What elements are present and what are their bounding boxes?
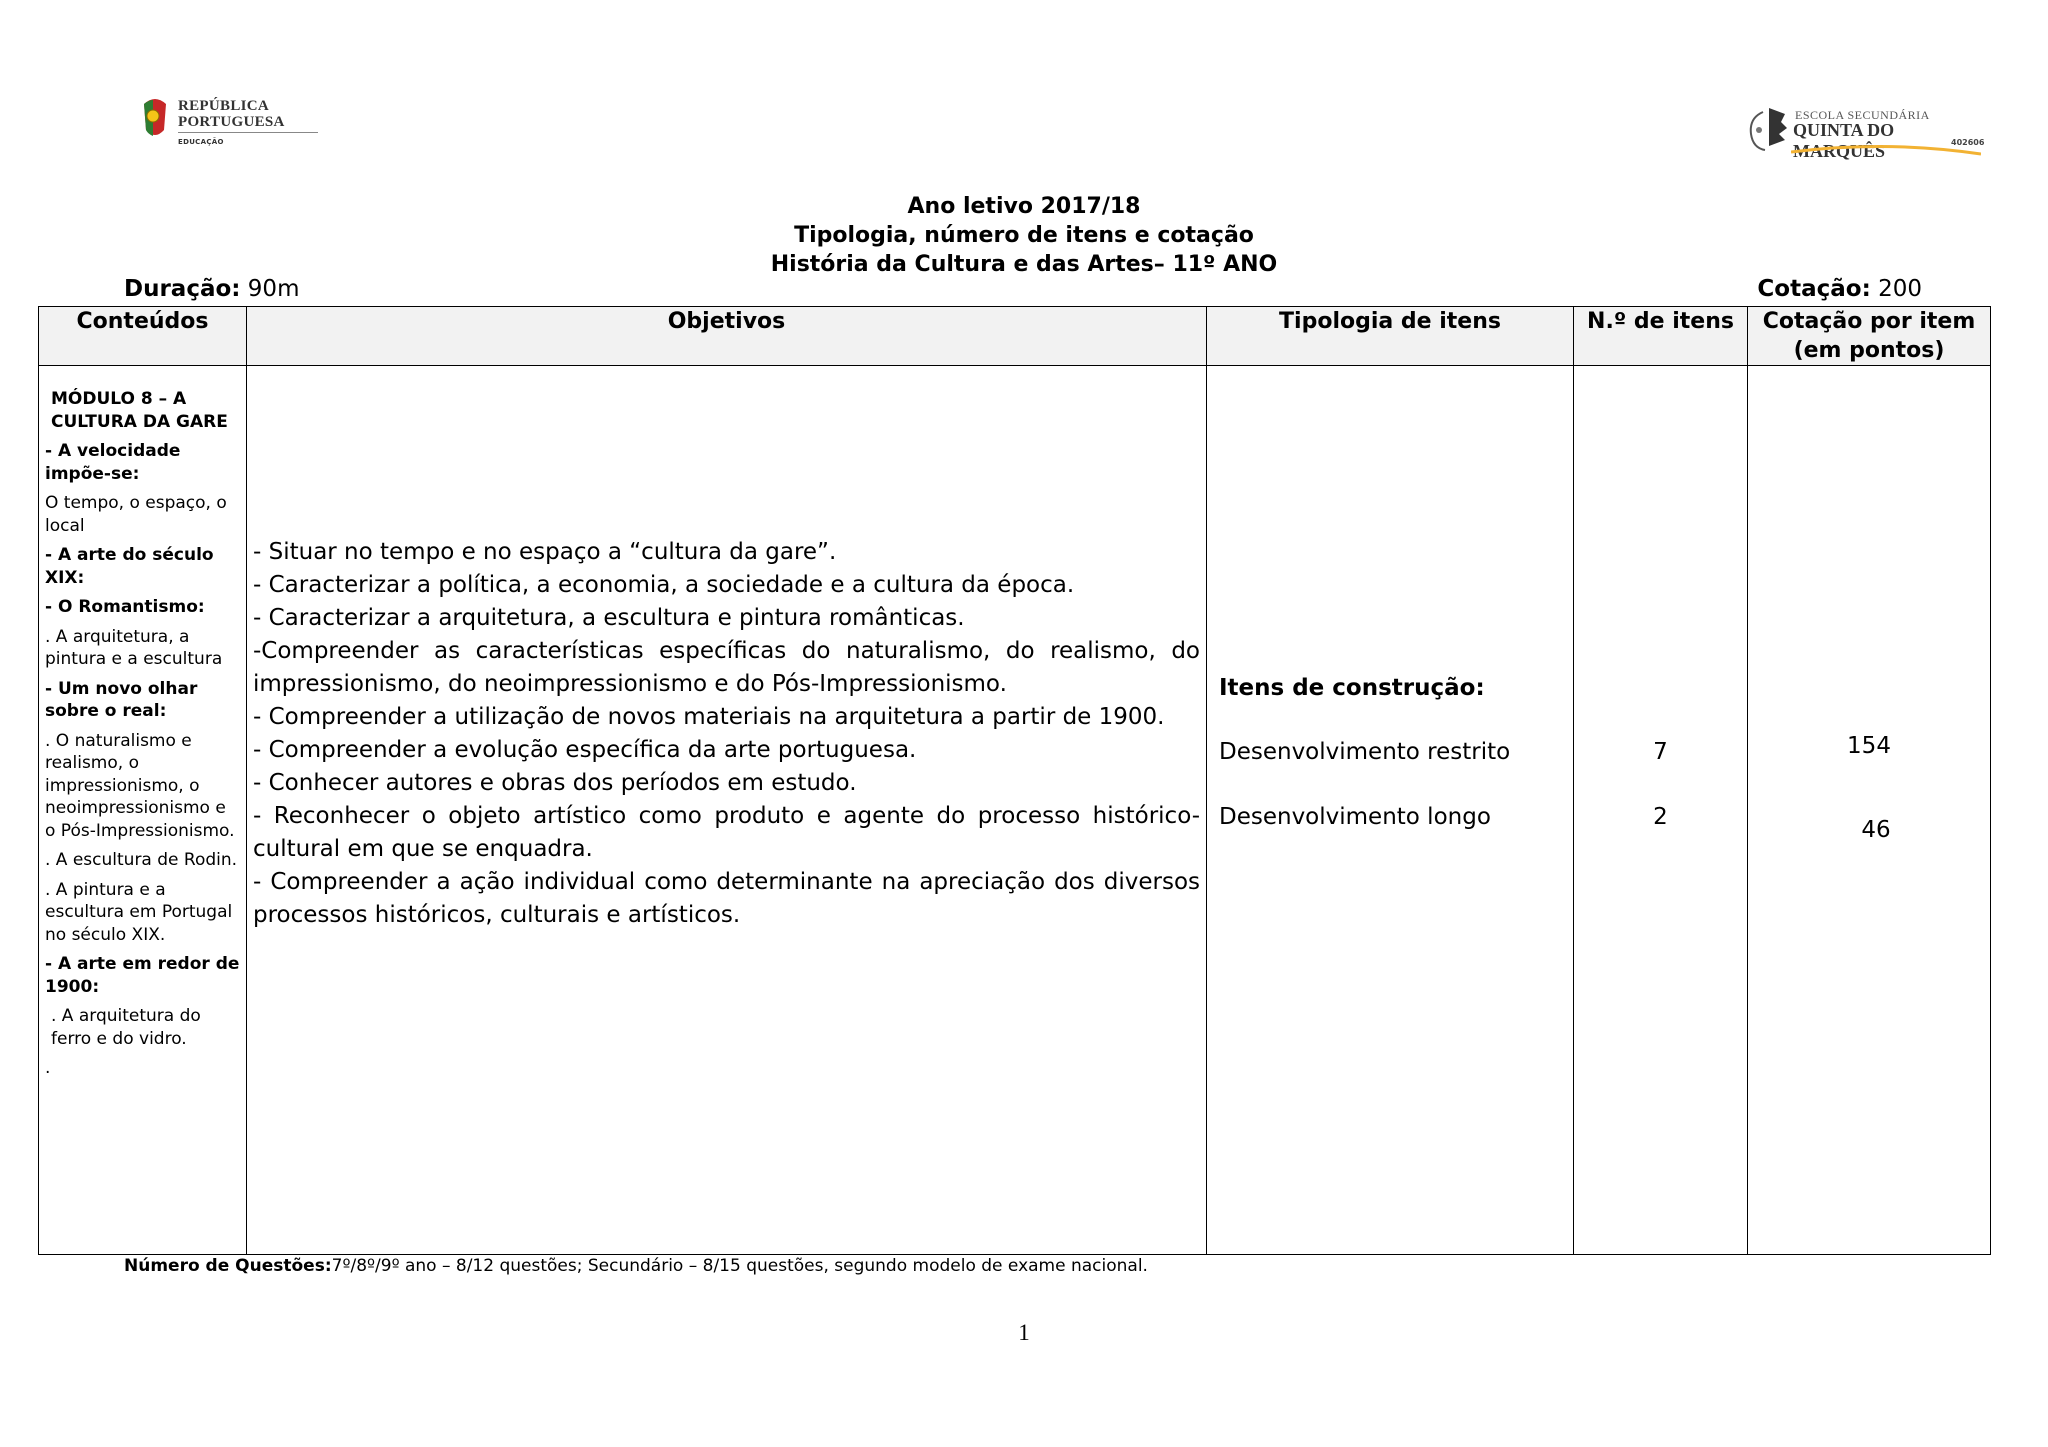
exam-structure-table xyxy=(38,306,1991,1255)
tipologia-heading: Itens de construção: xyxy=(1219,675,1485,701)
cotacao-cell xyxy=(1748,366,1991,1255)
page-number: 1 xyxy=(1018,1320,1030,1345)
conteudo-item: . A arquitetura, a pintura e a escultura xyxy=(45,626,223,669)
footer-text: 7º/8º/9º ano – 8/12 questões; Secundário – 8/15 questões, segundo modelo de exame nacional. xyxy=(331,1256,1148,1276)
header-line-3: História da Cultura e das Artes– 11º ANO xyxy=(770,252,1278,277)
objetivo-item: - Caracterizar a arquitetura, a escultura e pintura românticas. xyxy=(253,605,965,631)
objetivo-item: - Caracterizar a política, a economia, a sociedade e a cultura da época. xyxy=(253,572,1075,598)
conteudo-item: . A escultura de Rodin. xyxy=(45,850,238,870)
logo-left-line1: REPÚBLICA xyxy=(178,98,270,114)
header-n-itens: N.º de itens xyxy=(1574,307,1748,366)
logo-right-code: 402606 xyxy=(1951,138,1985,147)
school-emblem-icon xyxy=(1745,104,1793,156)
tipologia-row: Desenvolvimento longo xyxy=(1219,804,1491,830)
conteudo-item: - Um novo olhar sobre o real: xyxy=(45,678,198,721)
escola-quinta-do-marques-logo xyxy=(1745,98,1985,168)
duration-value: 90m xyxy=(247,276,300,302)
header-cotacao xyxy=(1748,307,1991,366)
conteudo-item: - O Romantismo: xyxy=(45,597,205,617)
logo-left-sub: EDUCAÇÃO xyxy=(178,138,224,146)
score-label: Cotação: xyxy=(1757,276,1871,302)
logo-left-line2: PORTUGUESA xyxy=(178,114,285,130)
objetivo-item: - Compreender a ação individual como determinante na apreciação dos diversos processos históricos, culturais e artísticos. xyxy=(253,869,1200,928)
objetivo-item: - Situar no tempo e no espaço a “cultura da gare”. xyxy=(253,539,837,565)
conteudo-item: . A pintura e a escultura em Portugal no século XIX. xyxy=(45,879,233,945)
portuguese-flag-icon xyxy=(140,96,170,138)
conteudos-cell xyxy=(39,366,247,1255)
objetivo-item: - Compreender a utilização de novos materiais na arquitetura a partir de 1900. xyxy=(253,704,1165,730)
conteudo-item: - A arte em redor de 1900: xyxy=(45,954,240,997)
footer-note xyxy=(124,1256,1148,1276)
objetivo-item: - Conhecer autores e obras dos períodos em estudo. xyxy=(253,770,857,796)
total-score xyxy=(1757,276,1922,302)
conteudo-item: . A arquitetura do ferro e do vidro. xyxy=(51,1006,201,1049)
cotacao-value: 46 xyxy=(1861,817,1891,843)
republica-portuguesa-logo xyxy=(140,94,320,154)
conteudo-item: . xyxy=(45,1058,51,1078)
tipologia-cell xyxy=(1207,366,1574,1255)
duration-label: Duração: xyxy=(124,276,241,302)
logo-left-divider xyxy=(178,132,318,133)
n-itens-value: 7 xyxy=(1653,739,1668,765)
document-header xyxy=(0,192,2048,279)
tipologia-row: Desenvolvimento restrito xyxy=(1219,739,1511,765)
header-tipologia: Tipologia de itens xyxy=(1207,307,1574,366)
footer-label: Número de Questões: xyxy=(124,1256,332,1276)
cotacao-value: 154 xyxy=(1847,733,1891,759)
conteudo-item: - A velocidade impõe-se: xyxy=(45,441,181,484)
logo-right-line2: QUINTA DO MARQUÊS xyxy=(1793,120,1895,161)
n-itens-value: 2 xyxy=(1653,804,1668,830)
score-value: 200 xyxy=(1878,276,1922,302)
conteudo-item: . O naturalismo e realismo, o impressionismo, o neoimpressionismo e o Pós-Impressionismo. xyxy=(45,730,235,841)
header-cotacao-line2: (em pontos) xyxy=(1793,338,1945,363)
objetivo-item: -Compreender as características específicas do naturalismo, do realismo, do impressionismo, do neoimpressionismo e do Pós-Impressionismo. xyxy=(253,638,1200,697)
table-header-row xyxy=(39,307,1991,366)
table-body-row xyxy=(39,366,1991,1255)
conteudo-item: MÓDULO 8 – A CULTURA DA GARE xyxy=(51,389,228,432)
objetivo-item: - Reconhecer o objeto artístico como produto e agente do processo histórico-cultural em que se enquadra. xyxy=(253,803,1200,862)
header-cotacao-line1: Cotação por item xyxy=(1762,309,1976,334)
objetivos-cell xyxy=(247,366,1207,1255)
objetivo-item: - Compreender a evolução específica da arte portuguesa. xyxy=(253,737,917,763)
duration xyxy=(124,276,299,302)
conteudo-item: O tempo, o espaço, o local xyxy=(45,493,227,536)
header-conteudos: Conteúdos xyxy=(39,307,247,366)
header-line-2: Tipologia, número de itens e cotação xyxy=(794,223,1254,248)
n-itens-cell xyxy=(1574,366,1748,1255)
conteudo-item: - A arte do século XIX: xyxy=(45,545,214,588)
header-objetivos: Objetivos xyxy=(247,307,1207,366)
logo-right-line1: ESCOLA SECUNDÁRIA xyxy=(1795,108,1930,122)
header-line-1: Ano letivo 2017/18 xyxy=(907,194,1141,219)
